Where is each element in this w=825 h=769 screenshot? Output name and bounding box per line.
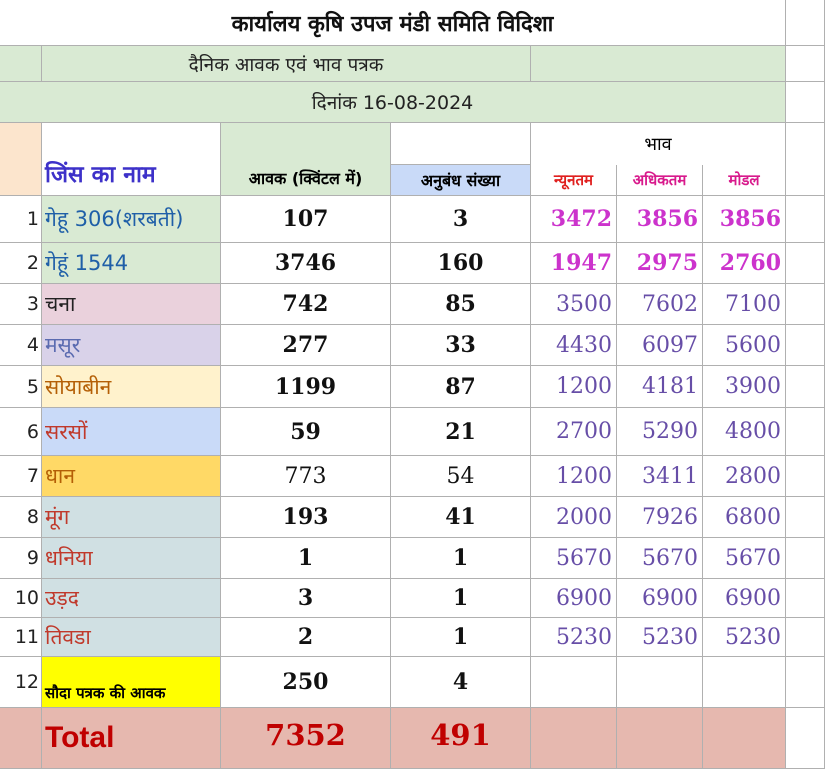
blank-cell: [786, 46, 825, 82]
commodity-name: सोयाबीन: [42, 366, 221, 408]
min-price: 1200: [531, 366, 617, 408]
modal-price: 5230: [703, 618, 786, 657]
blank-cell: [786, 325, 825, 366]
arrival-quantity: 742: [221, 284, 391, 325]
modal-price: 6800: [703, 497, 786, 538]
contract-count: 41: [391, 497, 531, 538]
arrival-quantity: 59: [221, 408, 391, 456]
arrival-quantity: 1199: [221, 366, 391, 408]
row-number: 4: [0, 325, 42, 366]
min-price: 4430: [531, 325, 617, 366]
max-price: 7926: [617, 497, 703, 538]
contract-count: 1: [391, 538, 531, 579]
total-arrival: 7352: [221, 708, 391, 769]
commodity-name: चना: [42, 284, 221, 325]
sauda-contracts: 4: [391, 657, 531, 708]
modal-price: 2800: [703, 456, 786, 497]
row-number: 8: [0, 497, 42, 538]
min-price: 3472: [531, 196, 617, 243]
blank-cell: [786, 82, 825, 123]
row-number: 3: [0, 284, 42, 325]
modal-price: 3856: [703, 196, 786, 243]
blank-cell: [786, 408, 825, 456]
commodity-name: धान: [42, 456, 221, 497]
row-number: 1: [0, 196, 42, 243]
min-price: 2000: [531, 497, 617, 538]
blank-cell: [786, 0, 825, 46]
max-price: 5290: [617, 408, 703, 456]
blank-cell: [786, 497, 825, 538]
arrival-quantity: 773: [221, 456, 391, 497]
row-number: 9: [0, 538, 42, 579]
blank-cell: [0, 46, 42, 82]
commodity-name: मसूर: [42, 325, 221, 366]
blank-cell: [703, 708, 786, 769]
max-price: 7602: [617, 284, 703, 325]
blank-cell: [786, 579, 825, 618]
max-price: 5230: [617, 618, 703, 657]
arrival-quantity: 1: [221, 538, 391, 579]
blank-cell: [786, 284, 825, 325]
blank-cell: [0, 708, 42, 769]
contract-count: 3: [391, 196, 531, 243]
max-price: 2975: [617, 243, 703, 284]
rownum-header: [0, 123, 42, 196]
max-price-header: अधिकतम: [617, 165, 703, 196]
min-price: 1947: [531, 243, 617, 284]
commodity-name: धनिया: [42, 538, 221, 579]
row-number: 12: [0, 657, 42, 708]
total-contracts: 491: [391, 708, 531, 769]
max-price: 3856: [617, 196, 703, 243]
contract-count: 1: [391, 618, 531, 657]
max-price: 3411: [617, 456, 703, 497]
office-title: कार्यालय कृषि उपज मंडी समिति विदिशा: [0, 0, 786, 46]
blank-cell: [786, 366, 825, 408]
blank-cell: [617, 708, 703, 769]
report-title: दैनिक आवक एवं भाव पत्रक: [42, 46, 531, 82]
commodity-header: जिंस का नाम: [42, 123, 221, 196]
min-price: 2700: [531, 408, 617, 456]
blank-cell: [531, 657, 617, 708]
blank-cell: [786, 657, 825, 708]
blank-cell: [786, 123, 825, 196]
commodity-name: मूंग: [42, 497, 221, 538]
row-number: 5: [0, 366, 42, 408]
row-number: 6: [0, 408, 42, 456]
row-number: 2: [0, 243, 42, 284]
max-price: 4181: [617, 366, 703, 408]
arrival-quantity: 2: [221, 618, 391, 657]
min-price: 3500: [531, 284, 617, 325]
contract-count: 160: [391, 243, 531, 284]
commodity-name: उड़द: [42, 579, 221, 618]
modal-price: 6900: [703, 579, 786, 618]
blank-cell: [617, 657, 703, 708]
commodity-name: गेहू 306(शरबती): [42, 196, 221, 243]
row-number: 7: [0, 456, 42, 497]
max-price: 6097: [617, 325, 703, 366]
arrival-quantity: 277: [221, 325, 391, 366]
commodity-name: सरसों: [42, 408, 221, 456]
price-group-header: भाव: [531, 123, 786, 165]
min-price: 1200: [531, 456, 617, 497]
contract-count: 85: [391, 284, 531, 325]
modal-price: 4800: [703, 408, 786, 456]
commodity-name: तिवडा: [42, 618, 221, 657]
contract-count: 54: [391, 456, 531, 497]
modal-price: 3900: [703, 366, 786, 408]
blank-cell: [703, 657, 786, 708]
contract-count: 87: [391, 366, 531, 408]
blank-cell: [391, 123, 531, 165]
blank-cell: [786, 618, 825, 657]
blank-cell: [531, 46, 786, 82]
blank-cell: [786, 456, 825, 497]
min-price: 6900: [531, 579, 617, 618]
arrival-quantity: 3746: [221, 243, 391, 284]
blank-cell: [531, 708, 617, 769]
arrival-header: आवक (क्विंटल में): [221, 123, 391, 196]
modal-price: 5600: [703, 325, 786, 366]
arrival-quantity: 193: [221, 497, 391, 538]
modal-price-header: मोडल: [703, 165, 786, 196]
sauda-arrival: 250: [221, 657, 391, 708]
modal-price: 5670: [703, 538, 786, 579]
min-price: 5670: [531, 538, 617, 579]
contracts-header: अनुबंध संख्या: [391, 165, 531, 196]
modal-price: 7100: [703, 284, 786, 325]
row-number: 10: [0, 579, 42, 618]
blank-cell: [786, 243, 825, 284]
min-price: 5230: [531, 618, 617, 657]
contract-count: 21: [391, 408, 531, 456]
contract-count: 33: [391, 325, 531, 366]
sauda-label: सौदा पत्रक की आवक: [42, 657, 221, 708]
contract-count: 1: [391, 579, 531, 618]
row-number: 11: [0, 618, 42, 657]
max-price: 5670: [617, 538, 703, 579]
min-price-header: न्यूनतम: [531, 165, 617, 196]
blank-cell: [786, 708, 825, 769]
blank-cell: [786, 538, 825, 579]
report-date: दिनांक 16-08-2024: [0, 82, 786, 123]
arrival-quantity: 3: [221, 579, 391, 618]
arrival-quantity: 107: [221, 196, 391, 243]
blank-cell: [786, 196, 825, 243]
modal-price: 2760: [703, 243, 786, 284]
commodity-name: गेहूं 1544: [42, 243, 221, 284]
max-price: 6900: [617, 579, 703, 618]
total-label: Total: [42, 708, 221, 769]
